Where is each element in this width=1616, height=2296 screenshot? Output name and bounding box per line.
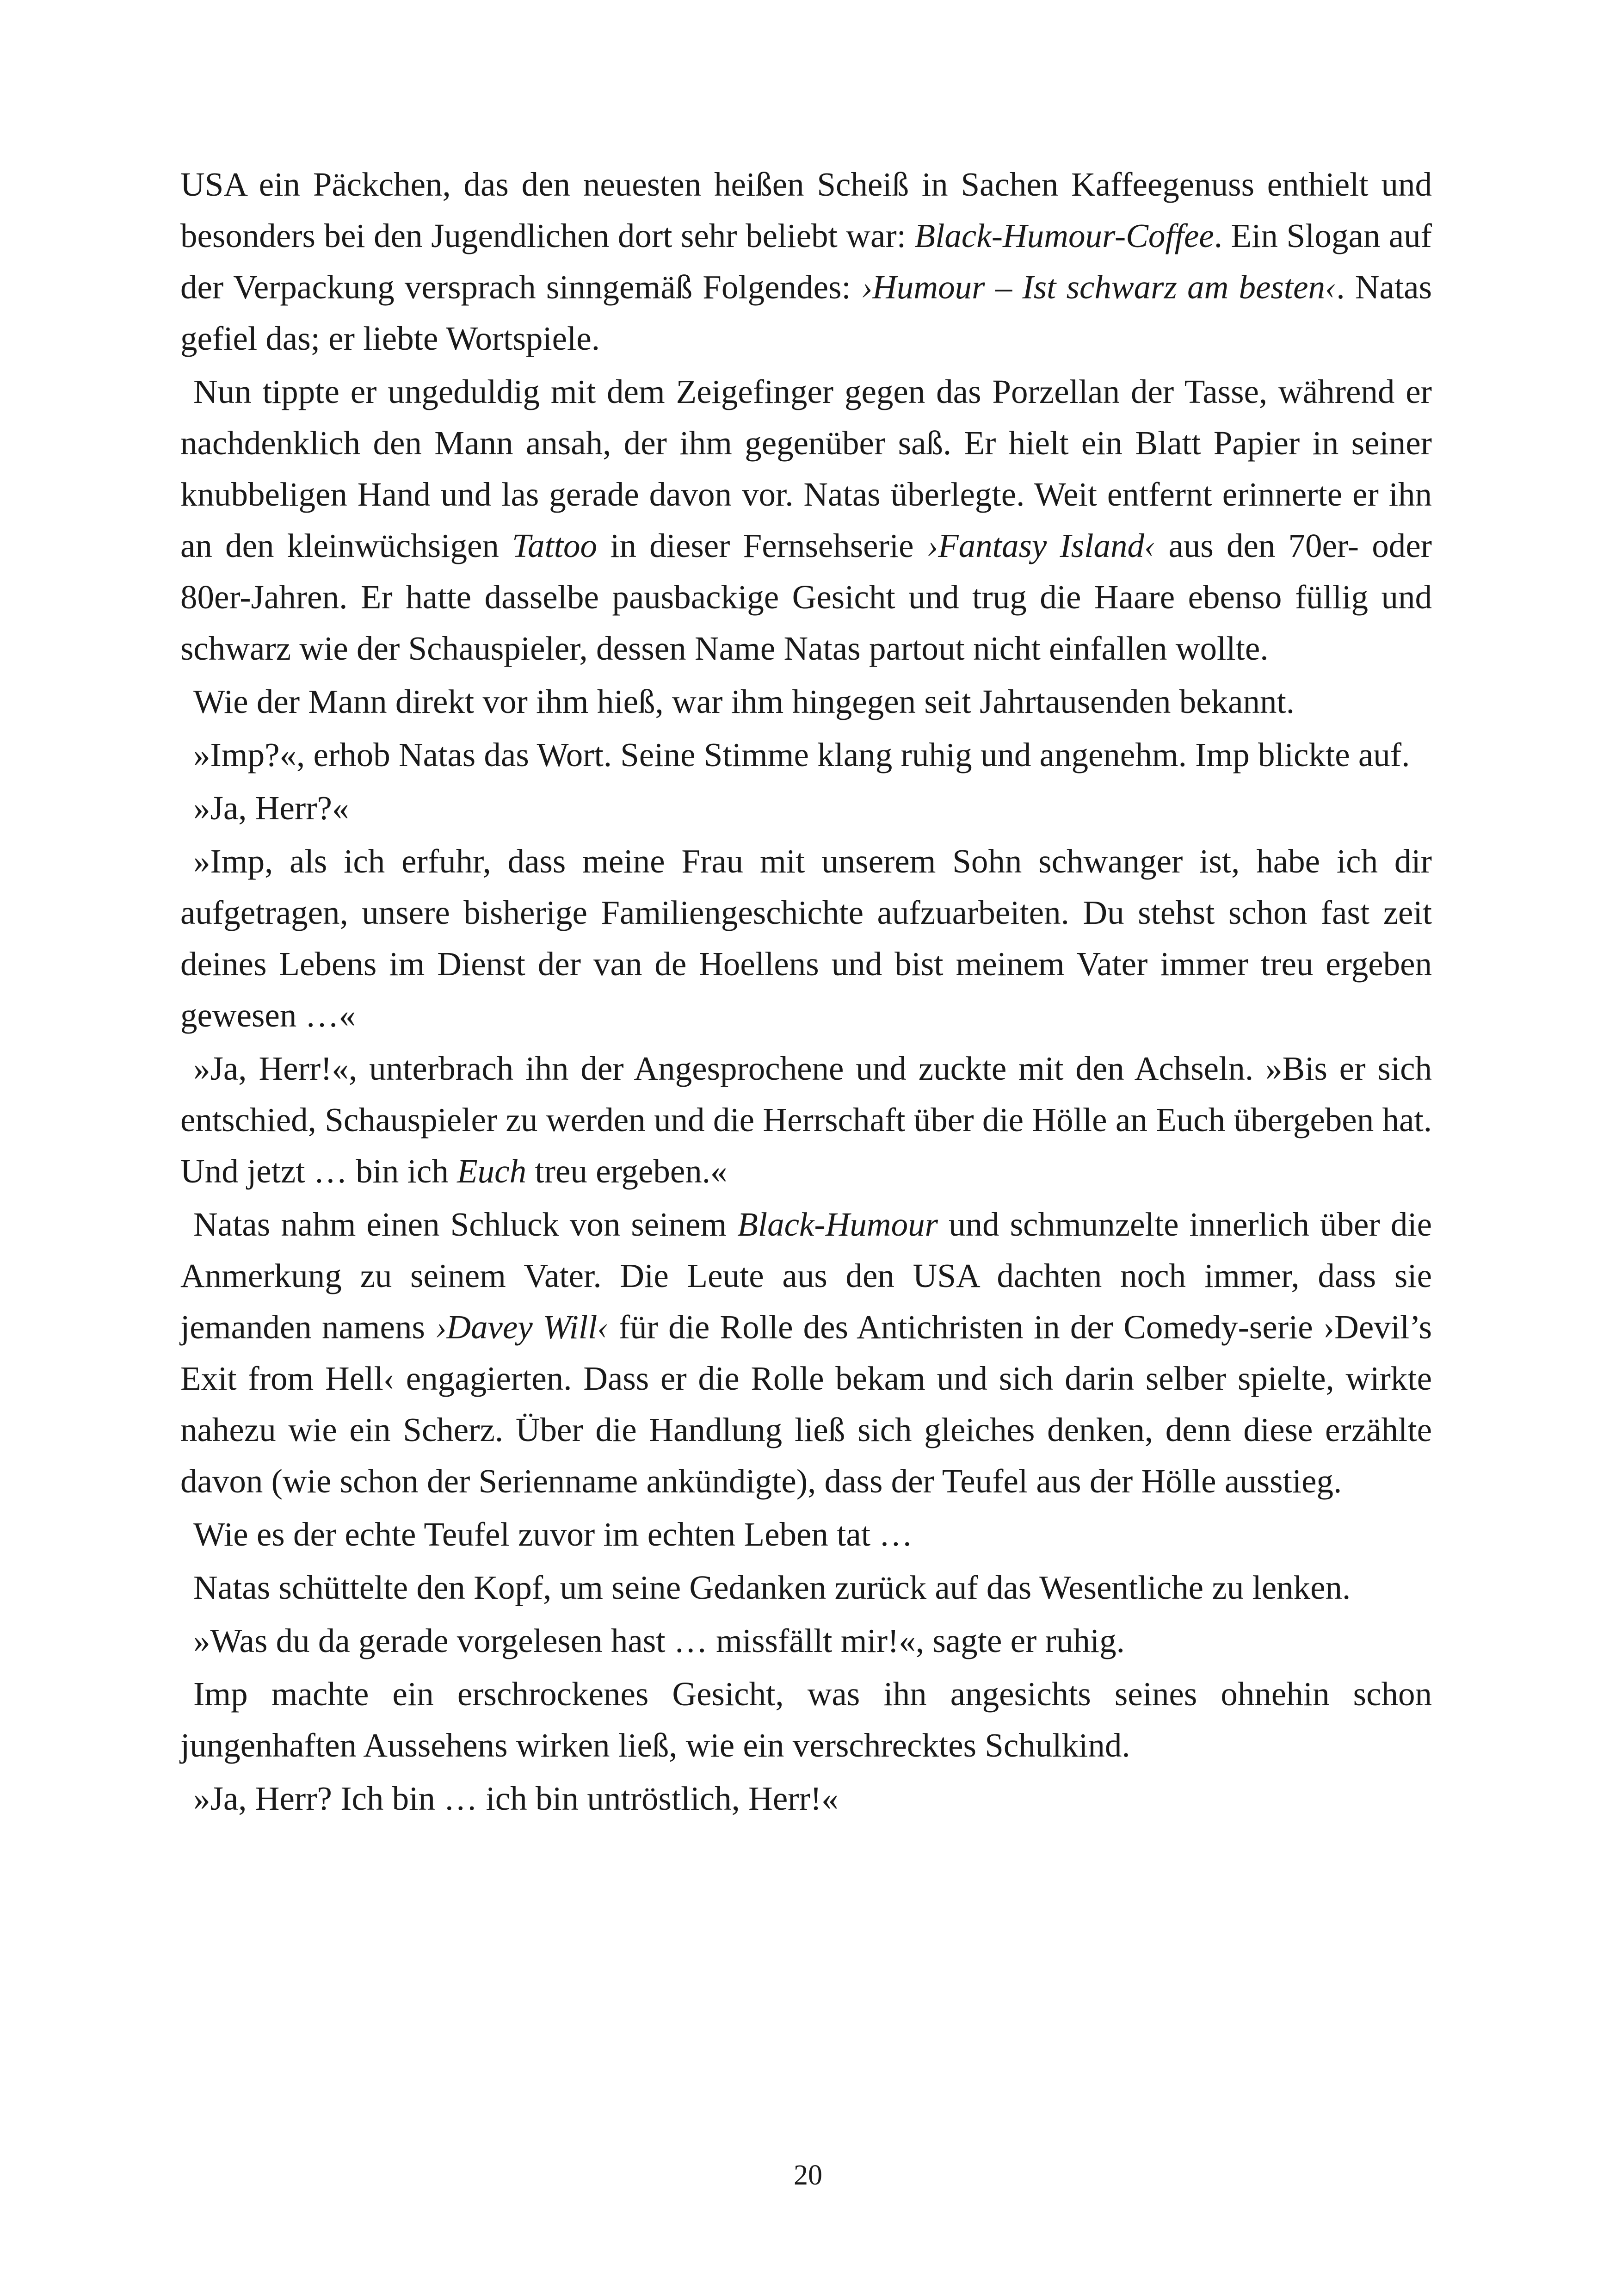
paragraph xyxy=(180,835,1432,1041)
paragraph xyxy=(180,366,1432,674)
page-number: 20 xyxy=(794,2160,822,2191)
text-run: treu ergeben.« xyxy=(526,1152,728,1190)
paragraph xyxy=(180,1668,1432,1771)
paragraph xyxy=(180,1615,1432,1666)
paragraph xyxy=(180,782,1432,834)
text-run: Wie es der echte Teufel zuvor im echten Leben tat … xyxy=(193,1516,913,1553)
paragraph xyxy=(180,159,1432,364)
page-body xyxy=(180,159,1432,1824)
paragraph xyxy=(180,1773,1432,1824)
text-run: »Ja, Herr? Ich bin … ich bin untröstlich, Herr!« xyxy=(193,1780,839,1817)
text-run: »Ja, Herr!«, unterbrach ihn der Angesprochene und zuckte mit den Achseln. »Bis er sich entschied, Schauspieler zu werden und die Herrschaft über die Hölle an Euch übergeben hat. Und jetzt … bin ich xyxy=(180,1050,1432,1190)
italic-text: Black-Humour xyxy=(737,1206,938,1243)
text-run: . Ein Slogan auf der Verpackung versprach sinngemäß Folgendes: xyxy=(180,217,1432,306)
paragraph xyxy=(180,1509,1432,1560)
text-run: »Ja, Herr?« xyxy=(193,789,349,827)
text-run: »Imp, als ich erfuhr, dass meine Frau mit unserem Sohn schwanger ist, habe ich dir aufgetragen, unsere bisherige Familiengeschichte aufzuarbeiten. Du stehst schon fast zeit deines Lebens im Dienst der van de Hoellens und bist meinem Vater immer treu ergeben gewesen …« xyxy=(180,842,1432,1034)
text-run: »Imp?«, erhob Natas das Wort. Seine Stimme klang ruhig und angenehm. Imp blickte auf. xyxy=(193,736,1410,774)
italic-text: ›Humour – Ist schwarz am besten‹ xyxy=(861,268,1337,306)
paragraph xyxy=(180,729,1432,780)
paragraph xyxy=(180,1199,1432,1507)
text-run: in dieser Fernsehserie xyxy=(597,527,927,564)
text-run: für die Rolle des Antichristen in der Comedy-serie ›Devil’s Exit from Hell‹ engagierten. Dass er die Rolle bekam und sich darin selber spielte, wirkte nahezu wie ein Scherz. Über die Handlung ließ sich gleiches denken, denn diese erzählte davon (wie schon der Serienname ankündigte), dass der Teufel aus der Hölle ausstieg. xyxy=(180,1308,1432,1500)
text-run: aus den 70er- oder 80er-Jahren. Er hatte dasselbe pausbackige Gesicht und trug die Haare ebenso füllig und schwarz wie der Schauspieler, dessen Name Natas partout nicht einfallen wollte. xyxy=(180,527,1432,667)
paragraph xyxy=(180,676,1432,727)
paragraph xyxy=(180,1562,1432,1613)
text-run: Wie der Mann direkt vor ihm hieß, war ihm hingegen seit Jahrtausenden bekannt. xyxy=(193,683,1295,720)
text-run: »Was du da gerade vorgelesen hast … missfällt mir!«, sagte er ruhig. xyxy=(193,1622,1125,1659)
text-run: Imp machte ein erschrockenes Gesicht, was ihn angesichts seines ohnehin schon jungenhaften Aussehens wirken ließ, wie ein verschrecktes Schulkind. xyxy=(180,1675,1432,1764)
italic-text: Black-Humour-Coffee xyxy=(914,217,1214,254)
text-run: Natas schüttelte den Kopf, um seine Gedanken zurück auf das Wesentliche zu lenken. xyxy=(193,1569,1351,1606)
text-run: und schmunzelte innerlich über die Anmerkung zu seinem Vater. Die Leute aus den USA dachten noch immer, dass sie jemanden namens xyxy=(180,1206,1432,1346)
italic-text: Tattoo xyxy=(512,527,598,564)
italic-text: ›Davey Will‹ xyxy=(435,1308,609,1346)
paragraph xyxy=(180,1043,1432,1197)
text-run: Nun tippte er ungeduldig mit dem Zeigefinger gegen das Porzellan der Tasse, während er nachdenklich den Mann ansah, der ihm gegenüber saß. Er hielt ein Blatt Papier in seiner knubbeligen Hand und las gerade davon vor. Natas überlegte. Weit entfernt erinnerte er ihn an den kleinwüchsigen xyxy=(180,373,1432,564)
text-run: USA ein Päckchen, das den neuesten heißen Scheiß in Sachen Kaffeegenuss enthielt und besonders bei den Jugendlichen dort sehr beliebt war: xyxy=(180,166,1432,254)
text-run: Natas nahm einen Schluck von seinem xyxy=(193,1206,738,1243)
text-run: . Natas gefiel das; er liebte Wortspiele. xyxy=(180,268,1432,357)
italic-text: Euch xyxy=(457,1152,527,1190)
italic-text: ›Fantasy Island‹ xyxy=(926,527,1156,564)
